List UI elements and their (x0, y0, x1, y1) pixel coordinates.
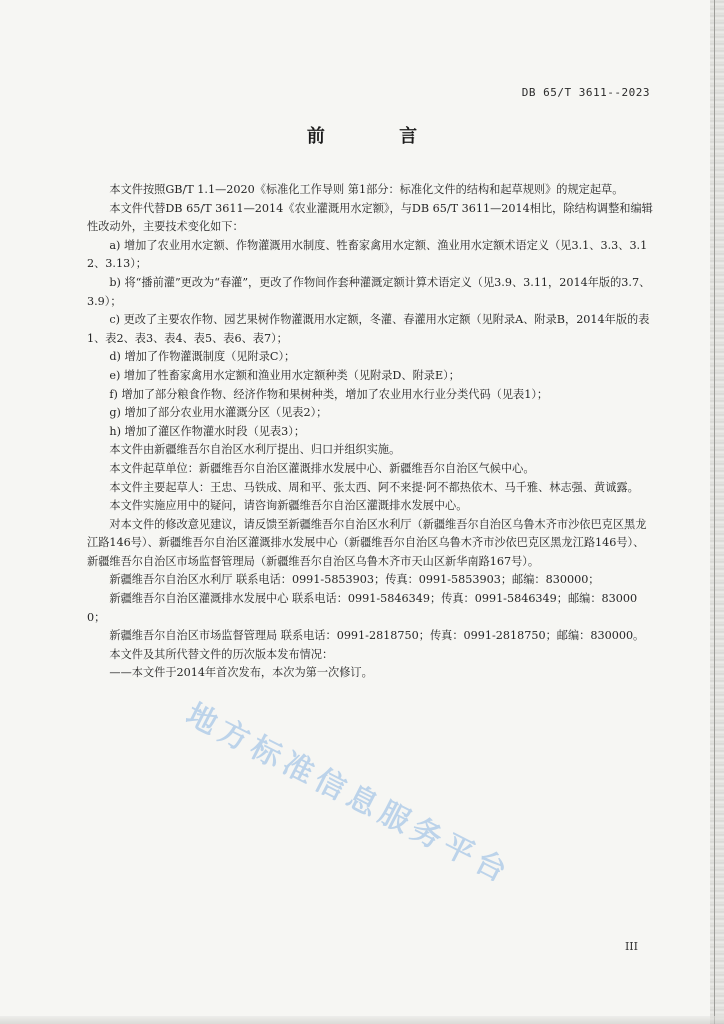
contact-line: 新疆维吾尔自治区市场监督管理局 联系电话：0991-2818750；传真：0991-2818750；邮编：830000。 (109, 629, 645, 643)
paragraph: 本文件主要起草人：王忠、马铁成、周和平、张太西、阿不来提·阿不都热依木、马千雅、林志强、黄诚露。 (109, 480, 639, 494)
list-item: a) 增加了农业用水定额、作物灌溉用水制度、牲畜家禽用水定额、渔业用水定额术语定义（见3.1、3.3、3.12、3.13）； (87, 238, 648, 271)
paragraph: 本文件及其所代替文件的历次版本发布情况： (109, 647, 334, 661)
list-item: d) 增加了作物灌溉制度（见附录C）； (109, 350, 296, 364)
paragraph: 对本文件的修改意见建议，请反馈至新疆维吾尔自治区水利厅（新疆维吾尔自治区乌鲁木齐市沙依巴克区黑龙江路146号）、新疆维吾尔自治区灌溉排水发展中心（新疆维吾尔自治区乌鲁木齐市沙依巴克区黑龙江路146号）、新疆维吾尔自治区市场监督管理局（新疆维吾尔自治区乌鲁木齐市天山区新华南路167号）。 (87, 517, 647, 568)
paragraph: 本文件代替DB 65/T 3611—2014《农业灌溉用水定额》，与DB 65/T 3611—2014相比，除结构调整和编辑性改动外，主要技术变化如下： (87, 201, 653, 234)
list-item: b) 将“播前灌”更改为“春灌”，更改了作物间作套种灌溉定额计算术语定义（见3.9、3.11，2014年版的3.7、3.9）； (87, 275, 651, 308)
list-item: c) 更改了主要农作物、园艺果树作物灌溉用水定额，冬灌、春灌用水定额（见附录A、附录B，2014年版的表1、表2、表3、表4、表5、表6、表7）； (87, 313, 650, 345)
contact-line: 新疆维吾尔自治区灌溉排水发展中心 联系电话：0991-5846349；传真：0991-5846349；邮编：830000； (87, 592, 638, 624)
contact-line: 新疆维吾尔自治区水利厅 联系电话：0991-5853903；传真：0991-5853903；邮编：830000； (109, 573, 600, 587)
preface-body (87, 181, 653, 683)
page-title: 前 言 (306, 126, 452, 147)
paragraph: 本文件实施应用中的疑问，请咨询新疆维吾尔自治区灌溉排水发展中心。 (109, 499, 468, 513)
scan-edge-bottom (0, 1016, 724, 1024)
list-item: e) 增加了牲畜家禽用水定额和渔业用水定额种类（见附录D、附录E）； (109, 368, 460, 382)
paragraph: ——本文件于2014年首次发布，本次为第一次修订。 (109, 666, 373, 680)
list-item: h) 增加了灌区作物灌水时段（见表3）； (109, 424, 306, 438)
page-number: III (624, 940, 638, 953)
paragraph: 本文件由新疆维吾尔自治区水利厅提出、归口并组织实施。 (109, 443, 401, 457)
watermark: 地方标准信息服务平台 (180, 697, 518, 892)
paragraph: 本文件按照GB/T 1.1—2020《标准化工作导则 第1部分：标准化文件的结构和起草规则》的规定起草。 (109, 183, 624, 196)
list-item: f) 增加了部分粮食作物、经济作物和果树种类，增加了农业用水行业分类代码（见表1）； (109, 387, 549, 401)
list-item: g) 增加了部分农业用水灌溉分区（见表2）； (109, 406, 328, 420)
paragraph: 本文件起草单位：新疆维吾尔自治区灌溉排水发展中心、新疆维吾尔自治区气候中心。 (109, 461, 535, 475)
document-code: DB 65/T 3611--2023 (521, 86, 650, 99)
scan-edge-line (714, 0, 715, 1024)
scan-edge-right (710, 0, 724, 1024)
